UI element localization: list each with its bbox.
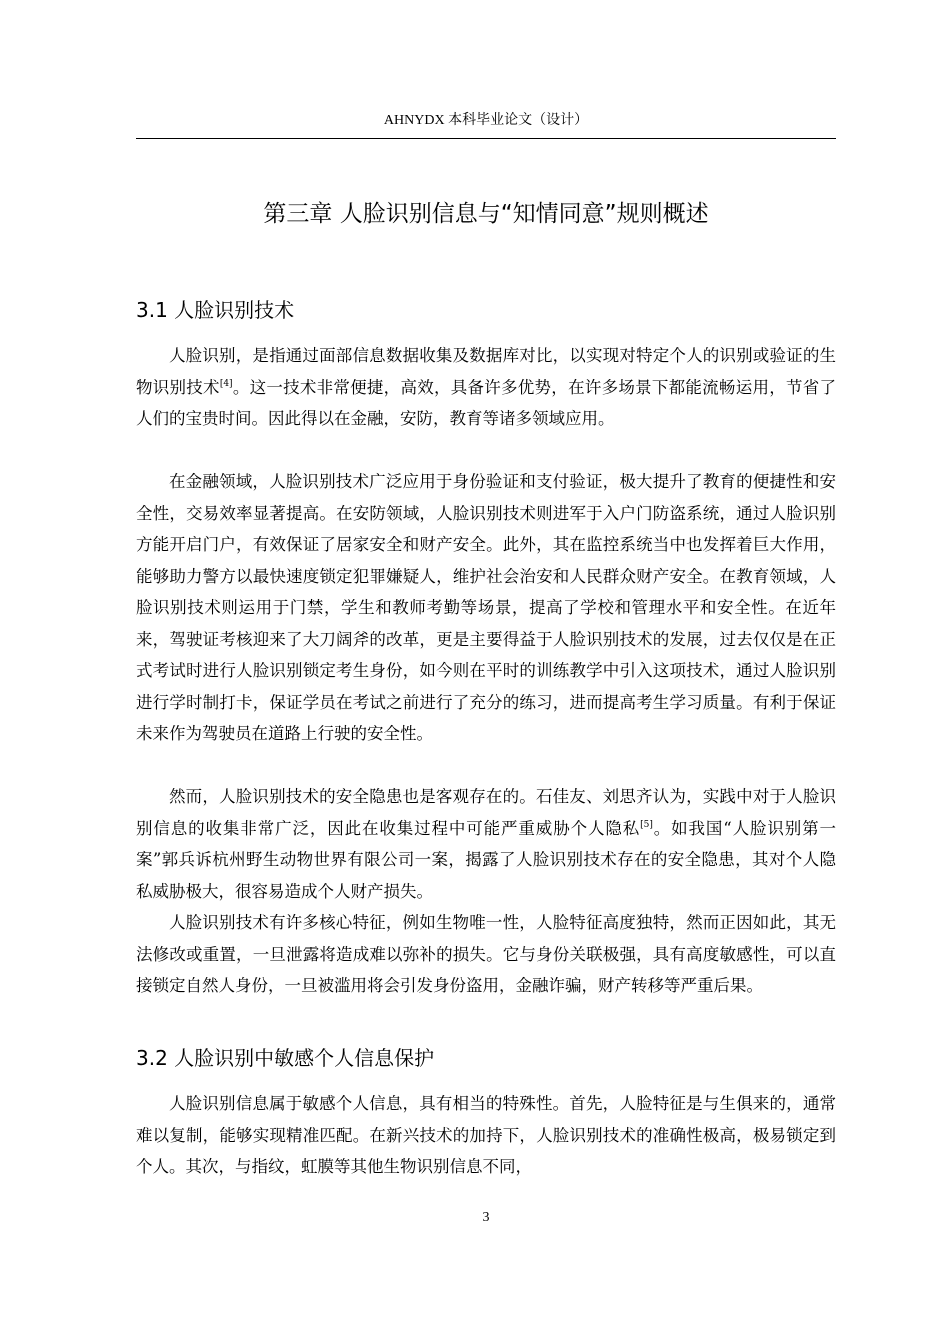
paragraph-text: 然而，人脸识别技术的安全隐患也是客观存在的。石佳友、刘思齐认为，实践中对于人脸识别信息的收集非常广泛，因此在收集过程中可能严重威胁个人隐私	[136, 787, 836, 838]
header-rule	[136, 138, 836, 139]
citation-ref[interactable]: [4]	[219, 378, 233, 389]
page-number: 3	[482, 1210, 490, 1225]
paragraph-text: 。如我国“人脸识别第一案”郭兵诉杭州野生动物世界有限公司一案，揭露了人脸识别技术存在的安全隐患，其对个人隐私威胁极大，很容易造成个人财产损失。	[136, 818, 837, 901]
section-heading-3-1: 3.1 人脸识别技术	[136, 298, 295, 322]
paragraph	[136, 340, 836, 435]
citation-ref[interactable]: [5]	[640, 819, 653, 830]
paragraph	[136, 781, 836, 907]
paragraph: 人脸识别技术有许多核心特征，例如生物唯一性，人脸特征高度独特，然而正因如此，其无法修改或重置，一旦泄露将造成难以弥补的损失。它与身份关联极强，具有高度敏感性，可以直接锁定自然人身份，一旦被滥用将会引发身份盗用，金融诈骗，财产转移等严重后果。	[136, 913, 836, 995]
paragraph: 在金融领域，人脸识别技术广泛应用于身份验证和支付验证，极大提升了教育的便捷性和安全性，交易效率显著提高。在安防领域，人脸识别技术则进军于入户门防盗系统，通过人脸识别方能开启门户，有效保证了居家安全和财产安全。此外，其在监控系统当中也发挥着巨大作用，能够助力警方以最快速度锁定犯罪嫌疑人，维护社会治安和人民群众财产安全。在教育领域，人脸识别技术则运用于门禁，学生和教师考勤等场景，提高了学校和管理水平和安全性。在近年来，驾驶证考核迎来了大刀阔斧的改革，更是主要得益于人脸识别技术的发展，过去仅仅是在正式考试时进行人脸识别锁定考生身份，如今则在平时的训练教学中引入这项技术，通过人脸识别进行学时制打卡，保证学员在考试之前进行了充分的练习，进而提高考生学习质量。有利于保证未来作为驾驶员在道路上行驶的安全性。	[136, 472, 836, 743]
paragraph-text: 人脸识别，是指通过面部信息数据收集及数据库对比，以实现对特定个人的识别或验证的生物识别技术	[136, 346, 836, 397]
section-heading-3-2: 3.2 人脸识别中敏感个人信息保护	[136, 1046, 435, 1070]
chapter-title: 第三章 人脸识别信息与“知情同意”规则概述	[263, 201, 709, 227]
paragraph-text: 。这一技术非常便捷，高效，具备许多优势，在许多场景下都能流畅运用，节省了人们的宝贵时间。因此得以在金融，安防，教育等诸多领域应用。	[136, 377, 837, 428]
paragraph: 人脸识别信息属于敏感个人信息，具有相当的特殊性。首先，人脸特征是与生俱来的，通常难以复制，能够实现精准匹配。在新兴技术的加持下，人脸识别技术的准确性极高，极易锁定到个人。其次，与指纹，虹膜等其他生物识别信息不同，	[136, 1094, 836, 1176]
running-header: AHNYDX 本科毕业论文（设计）	[383, 113, 589, 128]
